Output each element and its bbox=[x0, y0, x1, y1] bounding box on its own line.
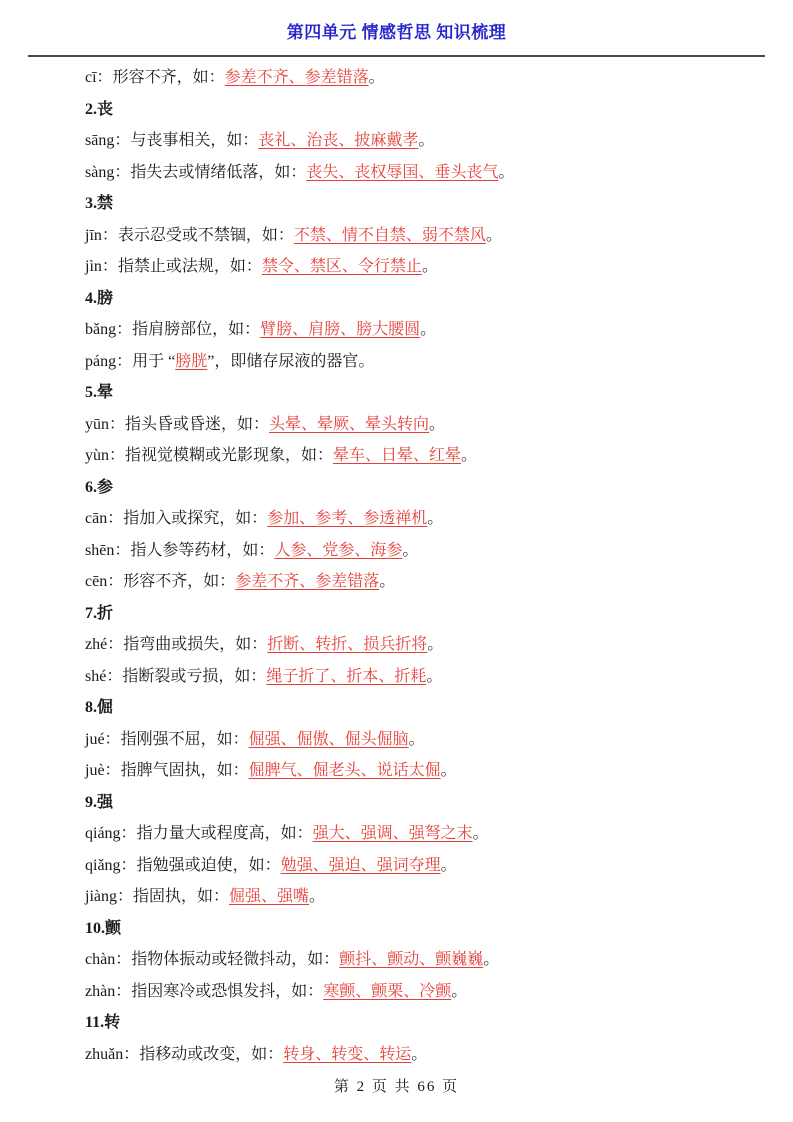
definition-text: 指头昏或昏迷，如： bbox=[125, 415, 270, 433]
definition-text: 指移动或改变，如： bbox=[139, 1045, 284, 1063]
section-heading bbox=[85, 787, 753, 819]
reading-line bbox=[85, 755, 753, 787]
pinyin-label: jiàng： bbox=[85, 888, 133, 905]
document-body bbox=[0, 57, 793, 1070]
pinyin-label: qiáng： bbox=[85, 825, 137, 842]
reading-line bbox=[85, 409, 753, 441]
section-heading bbox=[85, 377, 753, 409]
example-words: 膀胱 bbox=[175, 352, 208, 370]
example-words: 臂膀、肩膀、膀大腰圆 bbox=[260, 321, 421, 338]
reading-line bbox=[85, 850, 753, 882]
definition-text: 指人参等药材，如： bbox=[130, 541, 275, 559]
reading-line bbox=[85, 125, 753, 157]
reading-line bbox=[85, 314, 753, 346]
pinyin-label: qiǎng： bbox=[85, 856, 137, 874]
example-words: 不禁、情不自禁、弱不禁风 bbox=[293, 226, 486, 244]
line-tail: 。 bbox=[420, 321, 437, 338]
line-tail: 。 bbox=[440, 762, 457, 779]
section-heading bbox=[85, 94, 753, 126]
section-heading bbox=[85, 283, 753, 315]
example-words: 晕车、日晕、红晕 bbox=[333, 447, 462, 464]
pinyin-label: chàn： bbox=[85, 951, 132, 968]
example-words: 颤抖、颤动、颤巍巍 bbox=[339, 951, 484, 968]
pinyin-label: jìn： bbox=[85, 258, 118, 275]
section-heading-text: 2.丧 bbox=[85, 100, 114, 118]
example-words: 丧失、丧权辱国、垂头丧气 bbox=[306, 163, 499, 181]
reading-line bbox=[85, 346, 753, 378]
example-words: 绳子折了、折本、折耗 bbox=[266, 667, 427, 685]
example-words: 头晕、晕厥、晕头转向 bbox=[269, 415, 430, 433]
pinyin-label: juè： bbox=[85, 762, 121, 779]
definition-text: 指肩膀部位，如： bbox=[132, 321, 261, 338]
pinyin-label: shēn： bbox=[85, 541, 131, 559]
reading-line bbox=[85, 818, 753, 850]
line-tail: ”，即储存尿液的器官。 bbox=[207, 352, 375, 370]
section-heading-text: 10.颤 bbox=[85, 919, 122, 937]
section-heading bbox=[85, 472, 753, 504]
reading-line bbox=[85, 724, 753, 756]
definition-text: 形容不齐，如： bbox=[112, 69, 225, 86]
definition-text: 指固执，如： bbox=[133, 888, 230, 905]
section-heading-text: 11.转 bbox=[85, 1014, 121, 1031]
definition-text: 指因寒冷或恐惧发抖，如： bbox=[131, 982, 324, 1000]
line-tail: 。 bbox=[483, 951, 500, 968]
pinyin-label: zhàn： bbox=[85, 982, 132, 1000]
pinyin-label: jué： bbox=[85, 730, 121, 748]
example-words: 参差不齐、参差错落 bbox=[235, 573, 380, 590]
section-heading-text: 5.晕 bbox=[85, 384, 114, 401]
example-words: 丧礼、治丧、披麻戴孝 bbox=[258, 132, 419, 149]
example-words: 倔强、强嘴 bbox=[229, 888, 310, 905]
line-tail: 。 bbox=[418, 132, 435, 149]
definition-text: 指禁止或法规，如： bbox=[117, 258, 262, 275]
line-tail: 。 bbox=[429, 415, 446, 433]
pinyin-label: cān： bbox=[85, 510, 124, 527]
pinyin-label: bǎng： bbox=[85, 321, 133, 338]
section-heading-text: 6.参 bbox=[85, 478, 114, 496]
example-words: 禁令、禁区、令行禁止 bbox=[261, 258, 422, 275]
definition-text: 指脾气固执，如： bbox=[120, 762, 249, 779]
example-words: 勉强、强迫、强词夺理 bbox=[280, 856, 441, 874]
example-words: 强大、强调、强弩之末 bbox=[312, 825, 473, 842]
line-tail: 。 bbox=[427, 636, 444, 653]
definition-text: 指加入或探究，如： bbox=[123, 510, 268, 527]
line-tail: 。 bbox=[411, 1045, 428, 1063]
section-heading bbox=[85, 913, 753, 945]
definition-text: 指失去或情绪低落，如： bbox=[130, 163, 307, 181]
reading-line bbox=[85, 566, 753, 598]
definition-text: 表示忍受或不禁锢，如： bbox=[117, 226, 294, 244]
example-words: 人参、党参、海参 bbox=[274, 541, 403, 559]
line-tail: 。 bbox=[368, 69, 385, 86]
section-heading-text: 8.倔 bbox=[85, 699, 114, 716]
pinyin-label: yūn： bbox=[85, 415, 126, 433]
definition-text: 指勉强或迫使，如： bbox=[136, 856, 281, 874]
reading-line bbox=[85, 157, 753, 189]
pinyin-label: páng： bbox=[85, 352, 133, 370]
definition-text: 指弯曲或损失，如： bbox=[123, 636, 268, 653]
reading-line bbox=[85, 629, 753, 661]
reading-line bbox=[85, 661, 753, 693]
pinyin-label: sàng： bbox=[85, 163, 131, 181]
reading-line bbox=[85, 62, 753, 94]
pinyin-label: yùn： bbox=[85, 447, 126, 464]
definition-text: 用于 “ bbox=[132, 352, 176, 370]
pinyin-label: shé： bbox=[85, 667, 123, 685]
line-tail: 。 bbox=[451, 982, 468, 1000]
example-words: 折断、转折、损兵折将 bbox=[267, 636, 428, 653]
definition-text: 指断裂或亏损，如： bbox=[122, 667, 267, 685]
section-heading bbox=[85, 1007, 753, 1039]
section-heading bbox=[85, 692, 753, 724]
reading-line bbox=[85, 440, 753, 472]
reading-line bbox=[85, 1039, 753, 1071]
line-tail: 。 bbox=[379, 573, 396, 590]
pinyin-label: zhuǎn： bbox=[85, 1045, 140, 1063]
line-tail: 。 bbox=[421, 258, 438, 275]
page-title: 第四单元 情感哲思 知识梳理 bbox=[286, 23, 507, 42]
reading-line bbox=[85, 251, 753, 283]
pinyin-label: sāng： bbox=[85, 132, 131, 149]
reading-line bbox=[85, 976, 753, 1008]
section-heading-text: 3.禁 bbox=[85, 195, 114, 212]
reading-line bbox=[85, 881, 753, 913]
definition-text: 指力量大或程度高，如： bbox=[136, 825, 313, 842]
line-tail: 。 bbox=[498, 163, 515, 181]
line-tail: 。 bbox=[309, 888, 326, 905]
section-heading-text: 7.折 bbox=[85, 604, 114, 622]
line-tail: 。 bbox=[427, 510, 444, 527]
line-tail: 。 bbox=[426, 667, 443, 685]
line-tail: 。 bbox=[472, 825, 489, 842]
section-heading-text: 9.强 bbox=[85, 793, 114, 811]
line-tail: 。 bbox=[485, 226, 502, 244]
example-words: 参加、参考、参透禅机 bbox=[267, 510, 428, 527]
section-heading-text: 4.膀 bbox=[85, 289, 114, 307]
example-words: 倔强、倔傲、倔头倔脑 bbox=[248, 730, 409, 748]
reading-line bbox=[85, 944, 753, 976]
example-words: 倔脾气、倔老头、说话太倔 bbox=[248, 762, 441, 779]
reading-line bbox=[85, 220, 753, 252]
definition-text: 与丧事相关，如： bbox=[130, 132, 259, 149]
pinyin-label: zhé： bbox=[85, 636, 124, 653]
section-heading bbox=[85, 598, 753, 630]
definition-text: 形容不齐，如： bbox=[123, 573, 236, 590]
line-tail: 。 bbox=[408, 730, 425, 748]
line-tail: 。 bbox=[461, 447, 478, 464]
example-words: 寒颤、颤栗、冷颤 bbox=[323, 982, 452, 1000]
reading-line bbox=[85, 503, 753, 535]
example-words: 参差不齐、参差错落 bbox=[224, 69, 369, 86]
pinyin-label: cēn： bbox=[85, 573, 124, 590]
reading-line bbox=[85, 535, 753, 567]
definition-text: 指视觉模糊或光影现象，如： bbox=[125, 447, 334, 464]
line-tail: 。 bbox=[440, 856, 457, 874]
pinyin-label: cī： bbox=[85, 69, 113, 86]
definition-text: 指物体振动或轻微抖动，如： bbox=[131, 951, 340, 968]
line-tail: 。 bbox=[402, 541, 419, 559]
page-number-footer: 第 2 页 共 66 页 bbox=[333, 1079, 460, 1095]
definition-text: 指刚强不屈，如： bbox=[120, 730, 249, 748]
example-words: 转身、转变、转运 bbox=[283, 1045, 412, 1063]
section-heading bbox=[85, 188, 753, 220]
pinyin-label: jīn： bbox=[85, 226, 118, 244]
